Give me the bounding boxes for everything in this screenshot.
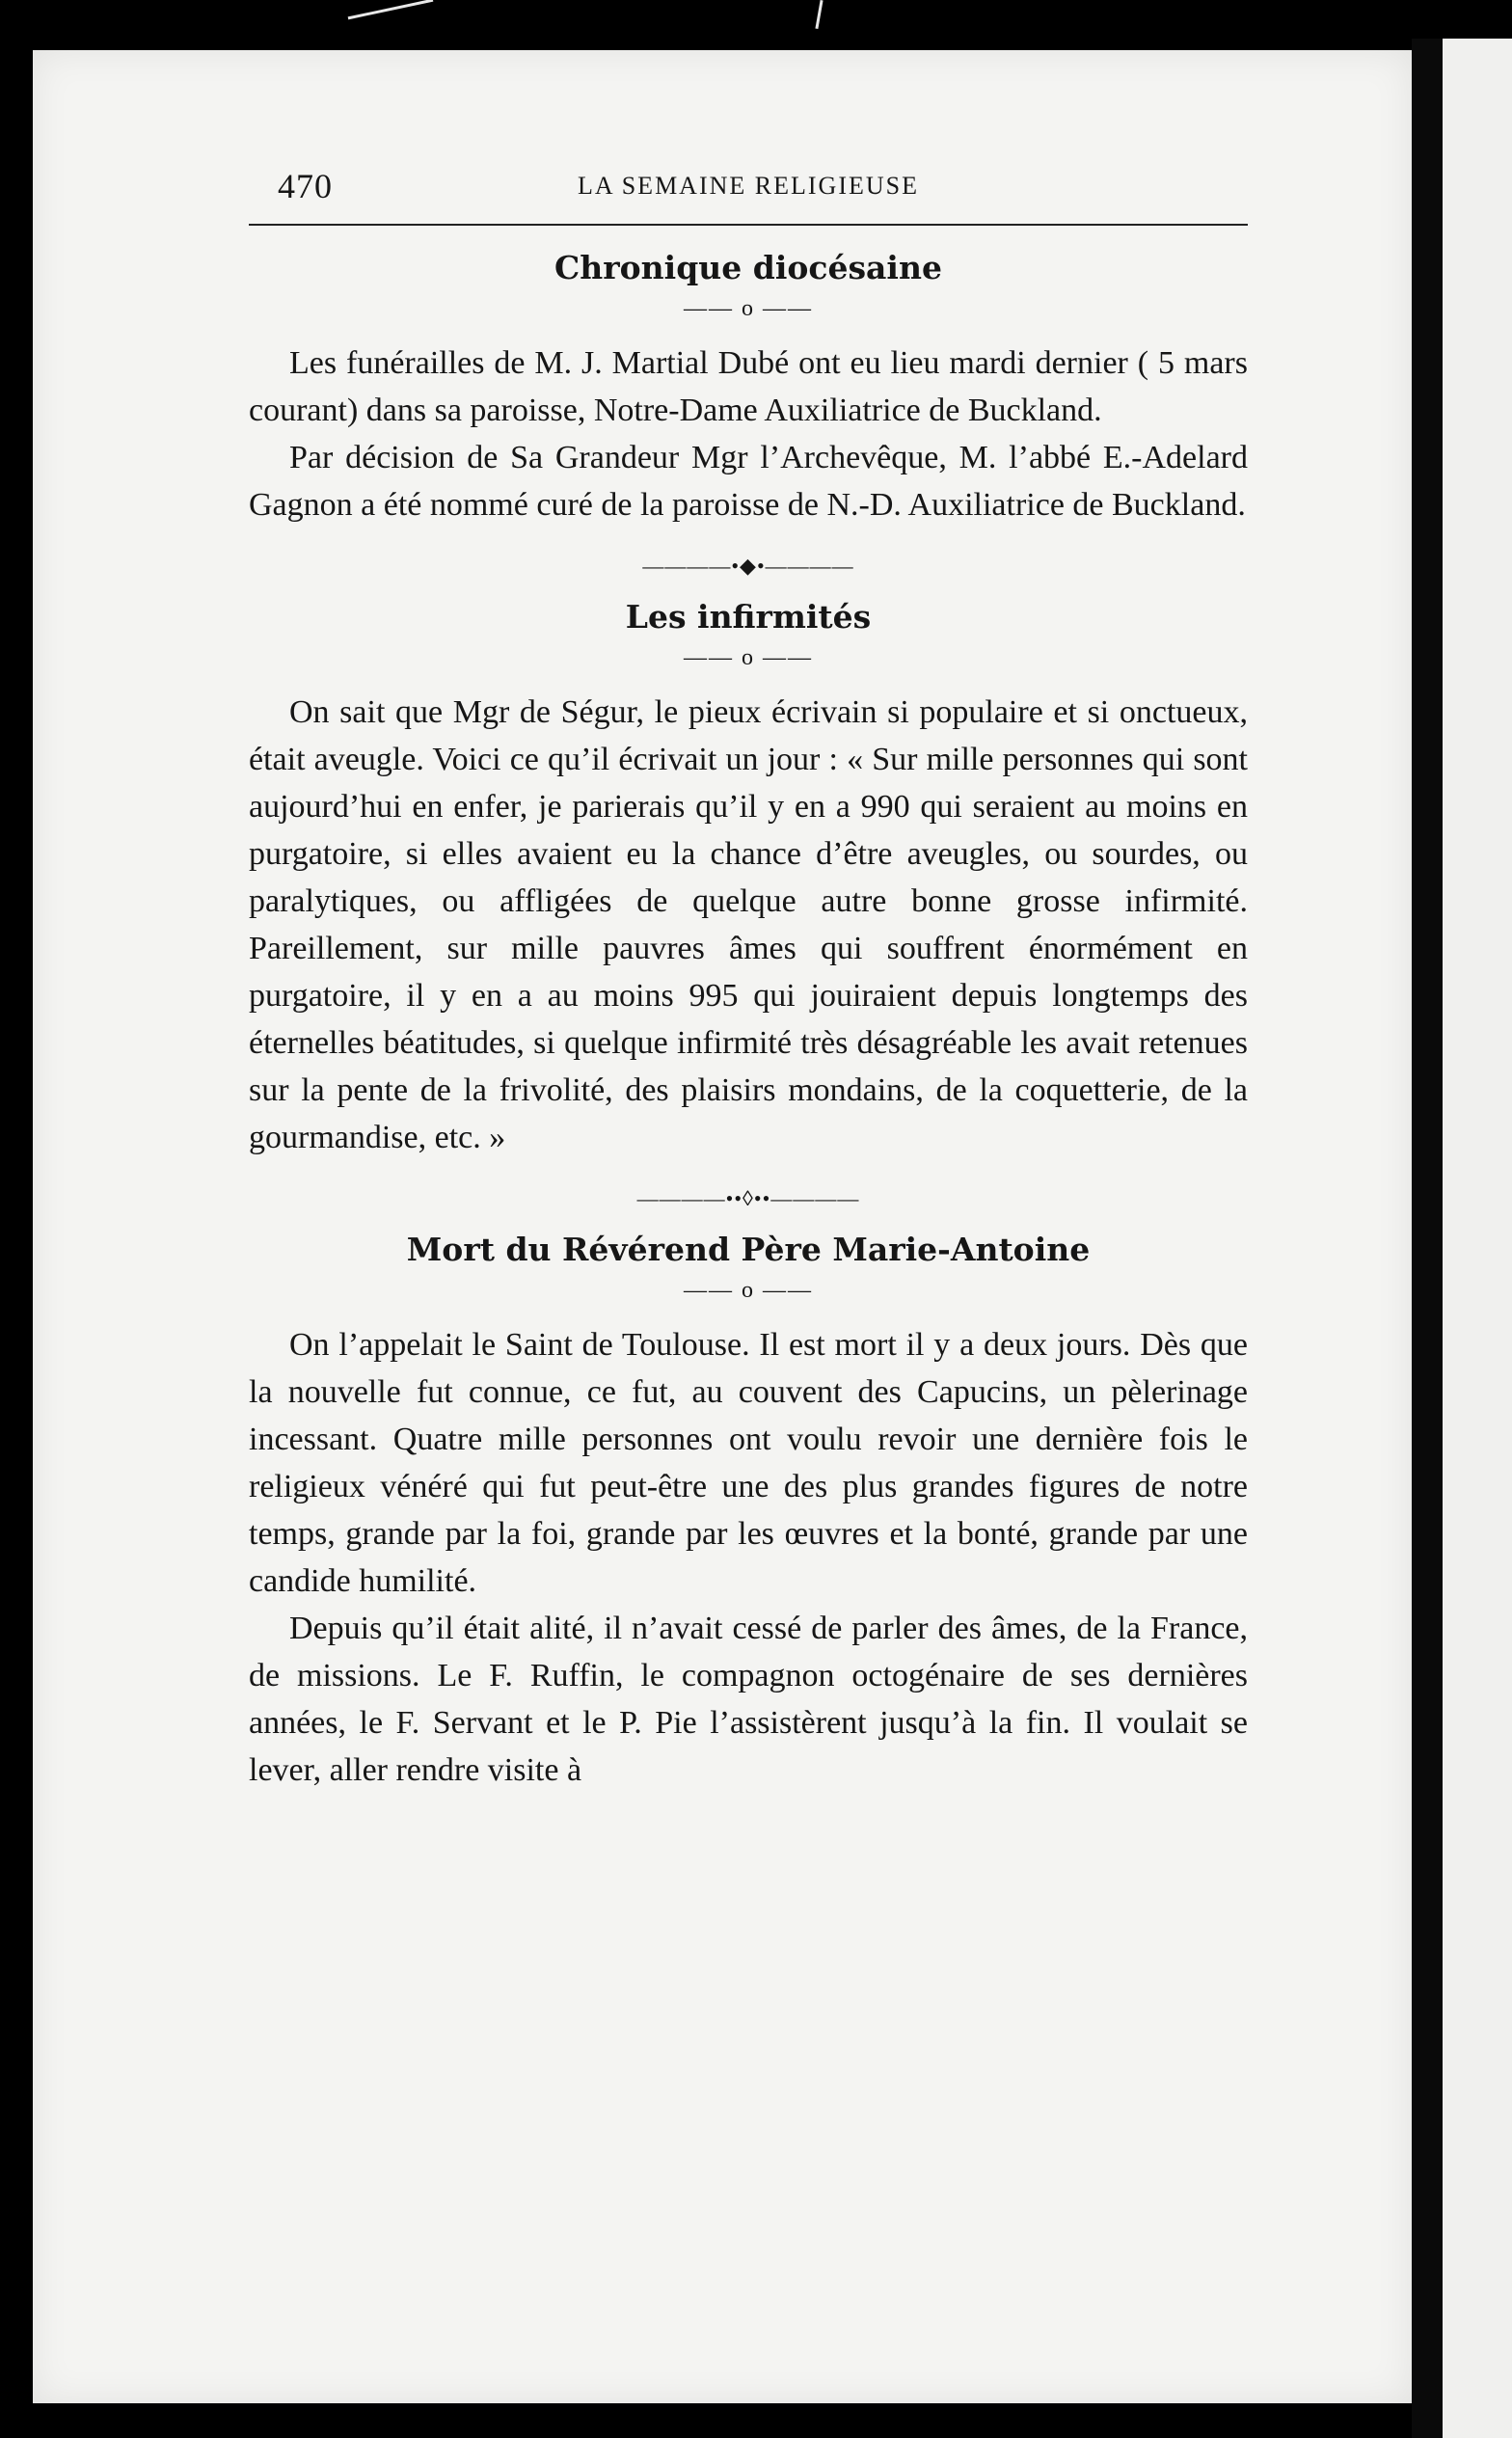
scan-mark xyxy=(348,0,434,19)
running-title: LA SEMAINE RELIGIEUSE xyxy=(578,172,919,200)
paragraph: Depuis qu’il était alité, il n’avait cessé de parler des âmes, de la France, de missions. Le F. Ruffin, le compagnon octogénaire de ses dernières années, le F. Servant et le P. Pie l’assistèrent jusqu’à la fin. Il voulait se lever, aller rendre visite à xyxy=(249,1611,1248,1788)
page-number: 470 xyxy=(278,167,333,205)
section-chronique xyxy=(249,249,1248,528)
paragraph: Par décision de Sa Grandeur Mgr l’Archevêque, M. l’abbé E.-Adelard Gagnon a été nommé curé de la paroisse de N.-D. Auxiliatrice de Buckland. xyxy=(249,440,1248,523)
section-title: Chronique diocésaine xyxy=(554,249,942,286)
ornament-divider: ————•◆•———— xyxy=(642,554,854,578)
page-content xyxy=(249,166,1248,1794)
ornament-divider: ————••◊••———— xyxy=(636,1186,860,1210)
scan-mark xyxy=(815,0,823,29)
section-separator: —— o —— xyxy=(684,296,813,321)
paragraph: Les funérailles de M. J. Martial Dubé ont eu lieu mardi dernier ( 5 mars courant) dans sa paroisse, Notre-Dame Auxiliatrice de Buckland. xyxy=(249,345,1248,428)
running-head xyxy=(249,166,1248,226)
paragraph: On l’appelait le Saint de Toulouse. Il est mort il y a deux jours. Dès que la nouvelle fut connue, ce fut, au couvent des Capucins, un pèlerinage incessant. Quatre mille personnes ont voulu revoir une dernière fois le religieux vénéré qui fut peut-être une des plus grandes figures de notre temps, grande par la foi, grande par les œuvres et la bonté, grande par une candide humilité. xyxy=(249,1327,1248,1599)
adjacent-page-edge xyxy=(1443,39,1512,2438)
section-infirmites xyxy=(249,554,1248,1161)
section-title: Mort du Révérend Père Marie-Antoine xyxy=(406,1231,1091,1268)
spine-shadow xyxy=(1412,39,1443,2438)
paragraph: On sait que Mgr de Ségur, le pieux écrivain si populaire et si onctueux, était aveugle. Voici ce qu’il écrivait un jour : « Sur mille personnes qui sont aujourd’hui en enfer, je parierais qu’il y en a 990 qui seraient au moins en purgatoire, si elles avaient eu la chance d’être aveugles, ou sourdes, ou paralytiques, ou affligées de quelque autre bonne grosse infirmité. Pareillement, sur mille pauvres âmes qui souffrent énormément en purgatoire, il y en a au moins 995 qui jouiraient depuis longtemps des éternelles béatitudes, si quelque infirmité très désagréable les avait retenues sur la pente de la frivolité, des plaisirs mondains, de la coquetterie, de la gourmandise, etc. » xyxy=(249,694,1248,1155)
section-separator: —— o —— xyxy=(684,645,813,670)
section-title: Les infirmités xyxy=(625,598,872,636)
section-marie-antoine xyxy=(249,1186,1248,1794)
section-separator: —— o —— xyxy=(684,1278,813,1303)
